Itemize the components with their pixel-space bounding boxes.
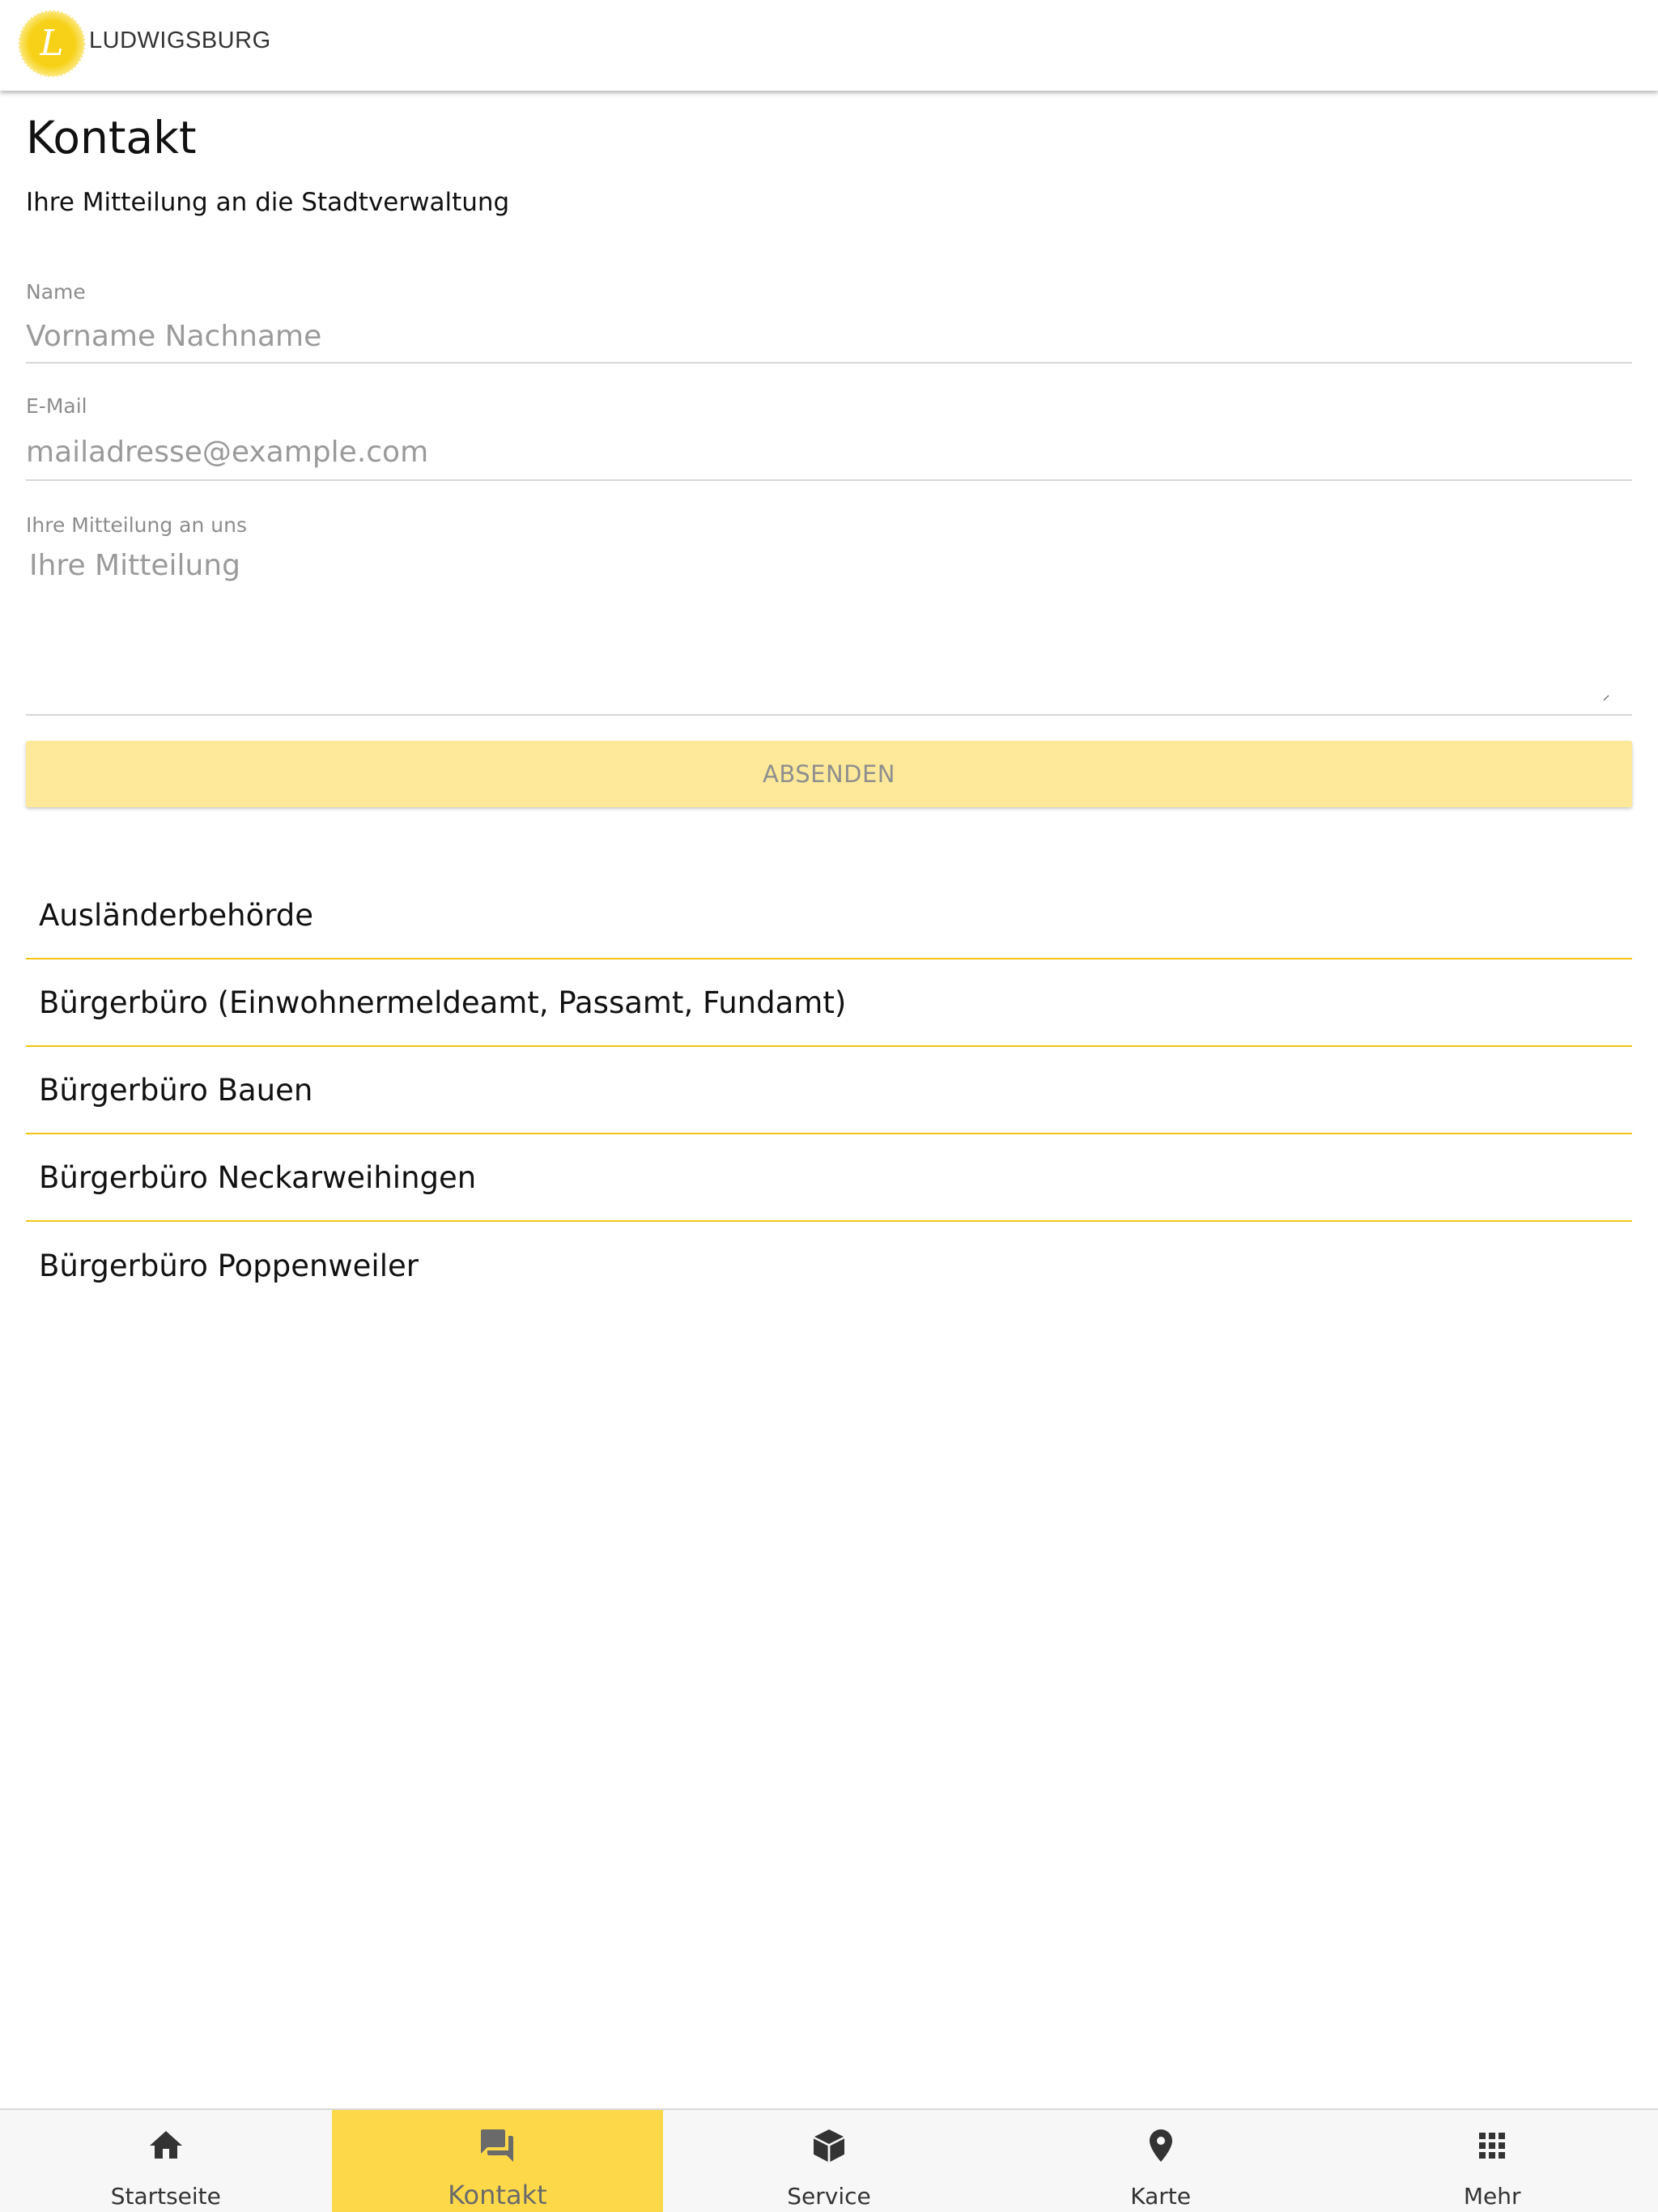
message-input[interactable] xyxy=(26,549,1632,703)
ludwigsburg-logo-icon[interactable] xyxy=(18,10,86,78)
email-field xyxy=(26,364,1632,481)
office-list xyxy=(26,872,1632,1309)
resize-grip-icon[interactable] xyxy=(1603,695,1609,701)
list-item[interactable]: Bürgerbüro Neckarweihingen xyxy=(26,1134,1632,1222)
name-label: Name xyxy=(26,280,86,304)
list-item[interactable]: Bürgerbüro Poppenweiler xyxy=(39,1248,419,1283)
app-header xyxy=(0,0,1658,91)
tab-label: Kontakt xyxy=(448,2180,547,2210)
tab-label: Service xyxy=(787,2183,871,2210)
submit-button[interactable]: ABSENDEN xyxy=(26,741,1632,807)
name-input[interactable] xyxy=(26,316,1632,356)
home-icon xyxy=(147,2126,185,2165)
tab-label: Mehr xyxy=(1463,2183,1521,2210)
page-title: Kontakt xyxy=(26,112,197,164)
page-subtitle: Ihre Mitteilung an die Stadtverwaltung xyxy=(26,188,510,217)
tab-label: Startseite xyxy=(110,2183,221,2210)
name-field xyxy=(26,269,1632,364)
box-icon xyxy=(810,2126,848,2165)
message-field xyxy=(26,481,1632,716)
tab-startseite[interactable] xyxy=(0,2110,332,2212)
message-label: Ihre Mitteilung an uns xyxy=(26,513,247,537)
email-input[interactable] xyxy=(26,432,1632,472)
svg-text:L: L xyxy=(40,23,64,64)
grid-icon xyxy=(1473,2126,1511,2165)
list-item[interactable]: Bürgerbüro (Einwohnermeldeamt, Passamt, Fundamt) xyxy=(26,959,1632,1047)
chat-icon xyxy=(478,2126,517,2165)
tab-kontakt[interactable] xyxy=(332,2110,664,2212)
tab-karte[interactable] xyxy=(995,2110,1327,2212)
tab-label: Karte xyxy=(1130,2183,1191,2210)
tab-mehr[interactable] xyxy=(1326,2110,1658,2212)
email-label: E-Mail xyxy=(26,394,87,418)
map-pin-icon xyxy=(1141,2126,1180,2165)
bottom-nav xyxy=(0,2108,1658,2212)
list-item[interactable]: Bürgerbüro Bauen xyxy=(26,1047,1632,1134)
brand-name: LUDWIGSBURG xyxy=(89,28,271,53)
list-item[interactable]: Ausländerbehörde xyxy=(26,872,1632,959)
tab-service[interactable] xyxy=(663,2110,995,2212)
